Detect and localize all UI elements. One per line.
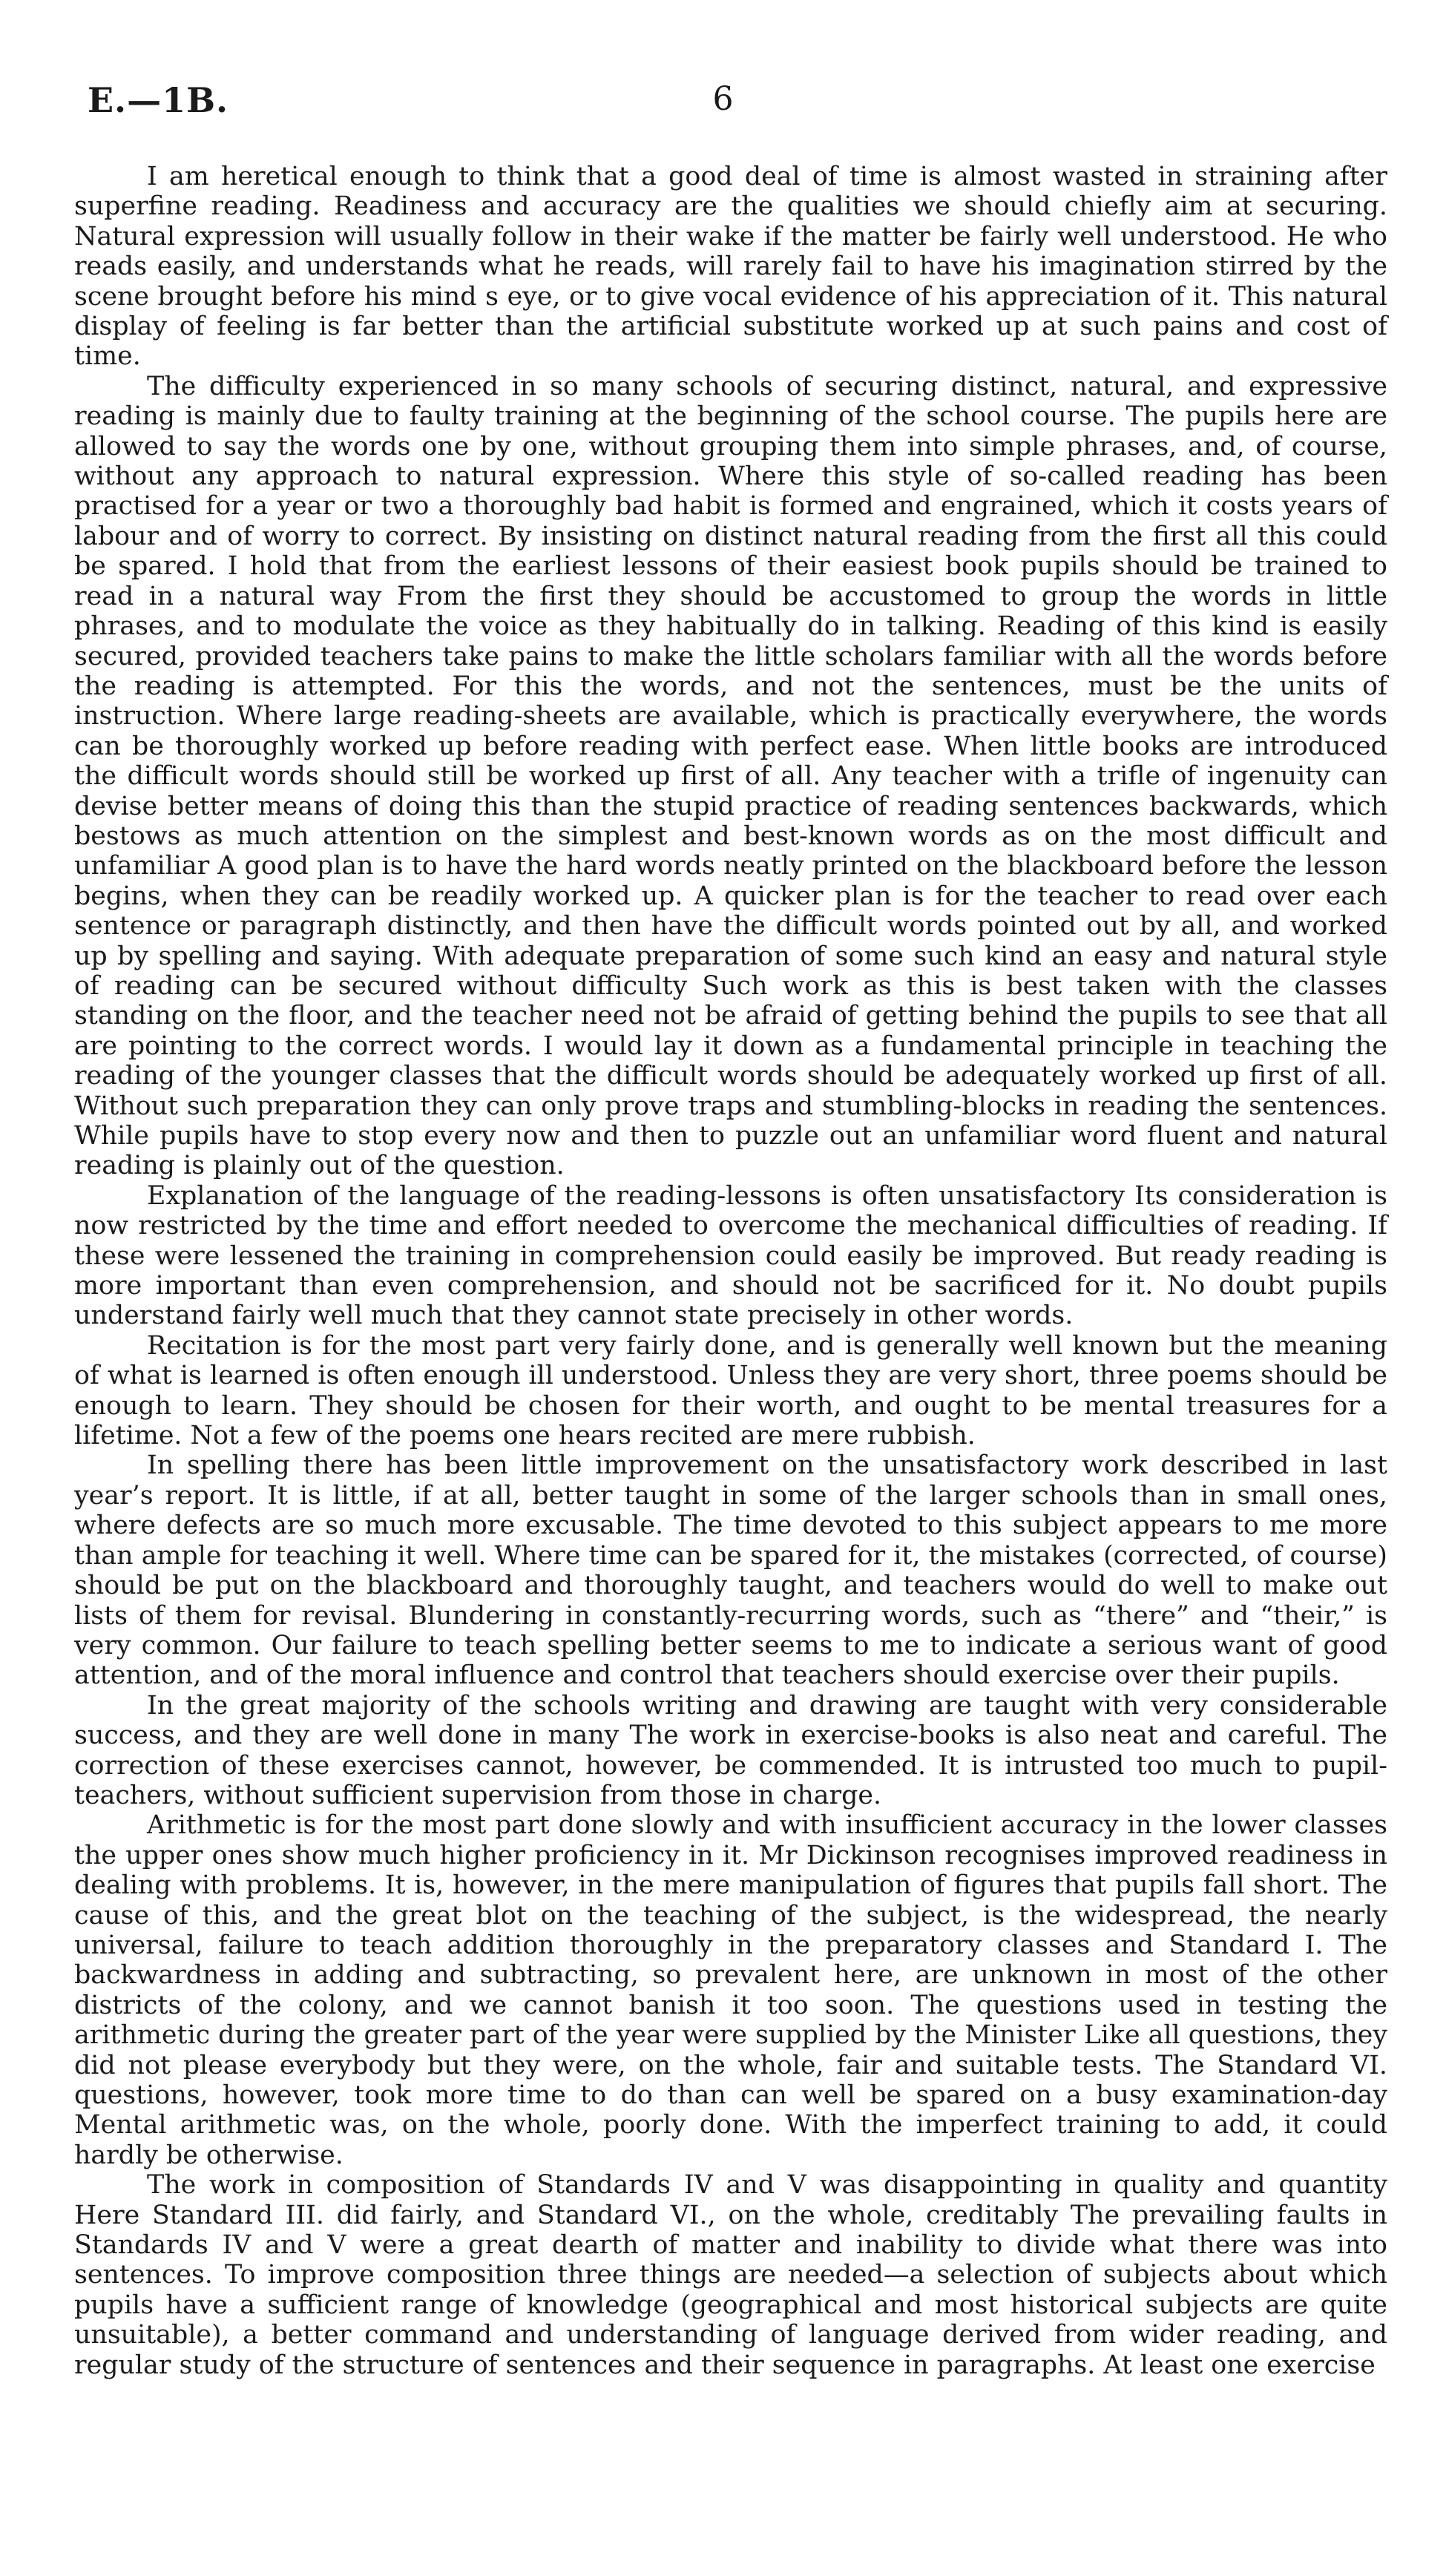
- series-code: E.—1B.: [88, 80, 229, 120]
- paragraph-spelling: In spelling there has been little improvement on the unsatisfactory work described in last year’s report. It is little, if at all, better taught in some of the larger schools than in small ones, where defects are so much more excusable. The time devoted to this subject appears to me more than ample for teaching it well. Where time can be spared for it, the mistakes (corrected, of course) should be put on the blackboard and thoroughly taught, and teachers would do well to make out lists of them for revisal. Blundering in constantly-recurring words, such as “there” and “their,” is very common. Our failure to teach spelling better seems to me to indicate a serious want of good attention, and of the moral influence and control that teachers should exercise over their pupils.: [74, 1450, 1387, 1691]
- paragraph-composition: The work in composition of Standards IV and V was disappointing in quality and quantity Here Standard III. did fairly, and Standard VI., on the whole, creditably The prevailing faults in Standards IV and V were a great dearth of matter and inability to divide what there was into sentences. To improve composition three things are needed—a selection of subjects about which pupils have a sufficient range of knowledge (geographical and most historical subjects are quite unsuitable), a better command and understanding of language derived from wider reading, and regular study of the structure of sentences and their sequence in paragraphs. At least one exercise: [74, 2170, 1387, 2380]
- page-number: 6: [712, 80, 734, 118]
- paragraph-superfine-reading: I am heretical enough to think that a good deal of time is almost wasted in straining after superfine reading. Readiness and accuracy are the qualities we should chiefly aim at securing. Natural expression will usually follow in their wake if the matter be fairly well understood. He who reads easily, and understands what he reads, will rarely fail to have his imagination stirred by the scene brought before his mind s eye, or to give vocal evidence of his appreciation of it. This natural display of feeling is far better than the artificial substitute worked up at such pains and cost of time.: [74, 162, 1387, 372]
- paragraph-arithmetic: Arithmetic is for the most part done slowly and with insufficient accuracy in the lower classes the upper ones show much higher proficiency in it. Mr Dickinson recognises improved readiness in dealing with problems. It is, however, in the mere manipulation of figures that pupils fall short. The cause of this, and the great blot on the teaching of the subject, is the widespread, the nearly universal, failure to teach addition thoroughly in the preparatory classes and Standard I. The backwardness in adding and subtracting, so prevalent here, are unknown in most of the other districts of the colony, and we cannot banish it too soon. The questions used in testing the arithmetic during the greater part of the year were supplied by the Minister Like all questions, they did not please everybody but they were, on the whole, fair and suitable tests. The Standard VI. questions, however, took more time to do than can well be spared on a busy examination-day Mental arithmetic was, on the whole, poorly done. With the imperfect training to add, it could hardly be otherwise.: [74, 1810, 1387, 2170]
- paragraph-reading-difficulty: The difficulty experienced in so many schools of securing distinct, natural, and expressive reading is mainly due to faulty training at the beginning of the school course. The pupils here are allowed to say the words one by one, without grouping them into simple phrases, and, of course, without any approach to natural expression. Where this style of so-called reading has been practised for a year or two a thoroughly bad habit is formed and engrained, which it costs years of labour and of worry to correct. By insisting on distinct natural reading from the first all this could be spared. I hold that from the earliest lessons of their easiest book pupils should be trained to read in a natural way From the first they should be accustomed to group the words in little phrases, and to modulate the voice as they habitually do in talking. Reading of this kind is easily secured, provided teachers take pains to make the little scholars familiar with all the words before the reading is attempted. For this the words, and not the sentences, must be the units of instruction. Where large reading-sheets are available, which is practically everywhere, the words can be thoroughly worked up before reading with perfect ease. When little books are introduced the difficult words should still be worked up first of all. Any teacher with a trifle of ingenuity can devise better means of doing this than the stupid practice of reading sentences backwards, which bestows as much attention on the simplest and best-known words as on the most difficult and unfamiliar A good plan is to have the hard words neatly printed on the blackboard before the lesson begins, when they can be readily worked up. A quicker plan is for the teacher to read over each sentence or paragraph distinctly, and then have the difficult words pointed out by all, and worked up by spelling and saying. With adequate preparation of some such kind an easy and natural style of reading can be secured without difficulty Such work as this is best taken with the classes standing on the floor, and the teacher need not be afraid of getting behind the pupils to see that all are pointing to the correct words. I would lay it down as a fundamental principle in teaching the reading of the younger classes that the difficult words should be adequately worked up first of all. Without such preparation they can only prove traps and stumbling-blocks in reading the sentences. While pupils have to stop every now and then to puzzle out an unfamiliar word fluent and natural reading is plainly out of the question.: [74, 371, 1387, 1181]
- paragraph-explanation: Explanation of the language of the reading-lessons is often unsatisfactory Its consideration is now restricted by the time and effort needed to overcome the mechanical difficulties of reading. If these were lessened the training in comprehension could easily be improved. But ready reading is more important than even comprehension, and should not be sacrificed for it. No doubt pupils understand fairly well much that they cannot state precisely in other words.: [74, 1180, 1387, 1331]
- paragraph-writing-drawing: In the great majority of the schools writing and drawing are taught with very considerable success, and they are well done in many The work in exercise-books is also neat and careful. The correction of these exercises cannot, however, be commended. It is intrusted too much to pupil-teachers, without sufficient supervision from those in charge.: [74, 1690, 1387, 1810]
- page-header: [88, 80, 1358, 125]
- report-body: [74, 162, 1387, 2380]
- paragraph-recitation: Recitation is for the most part very fairly done, and is generally well known but the meaning of what is learned is often enough ill understood. Unless they are very short, three poems should be enough to learn. They should be chosen for their worth, and ought to be mental treasures for a lifetime. Not a few of the poems one hears recited are mere rubbish.: [74, 1330, 1387, 1451]
